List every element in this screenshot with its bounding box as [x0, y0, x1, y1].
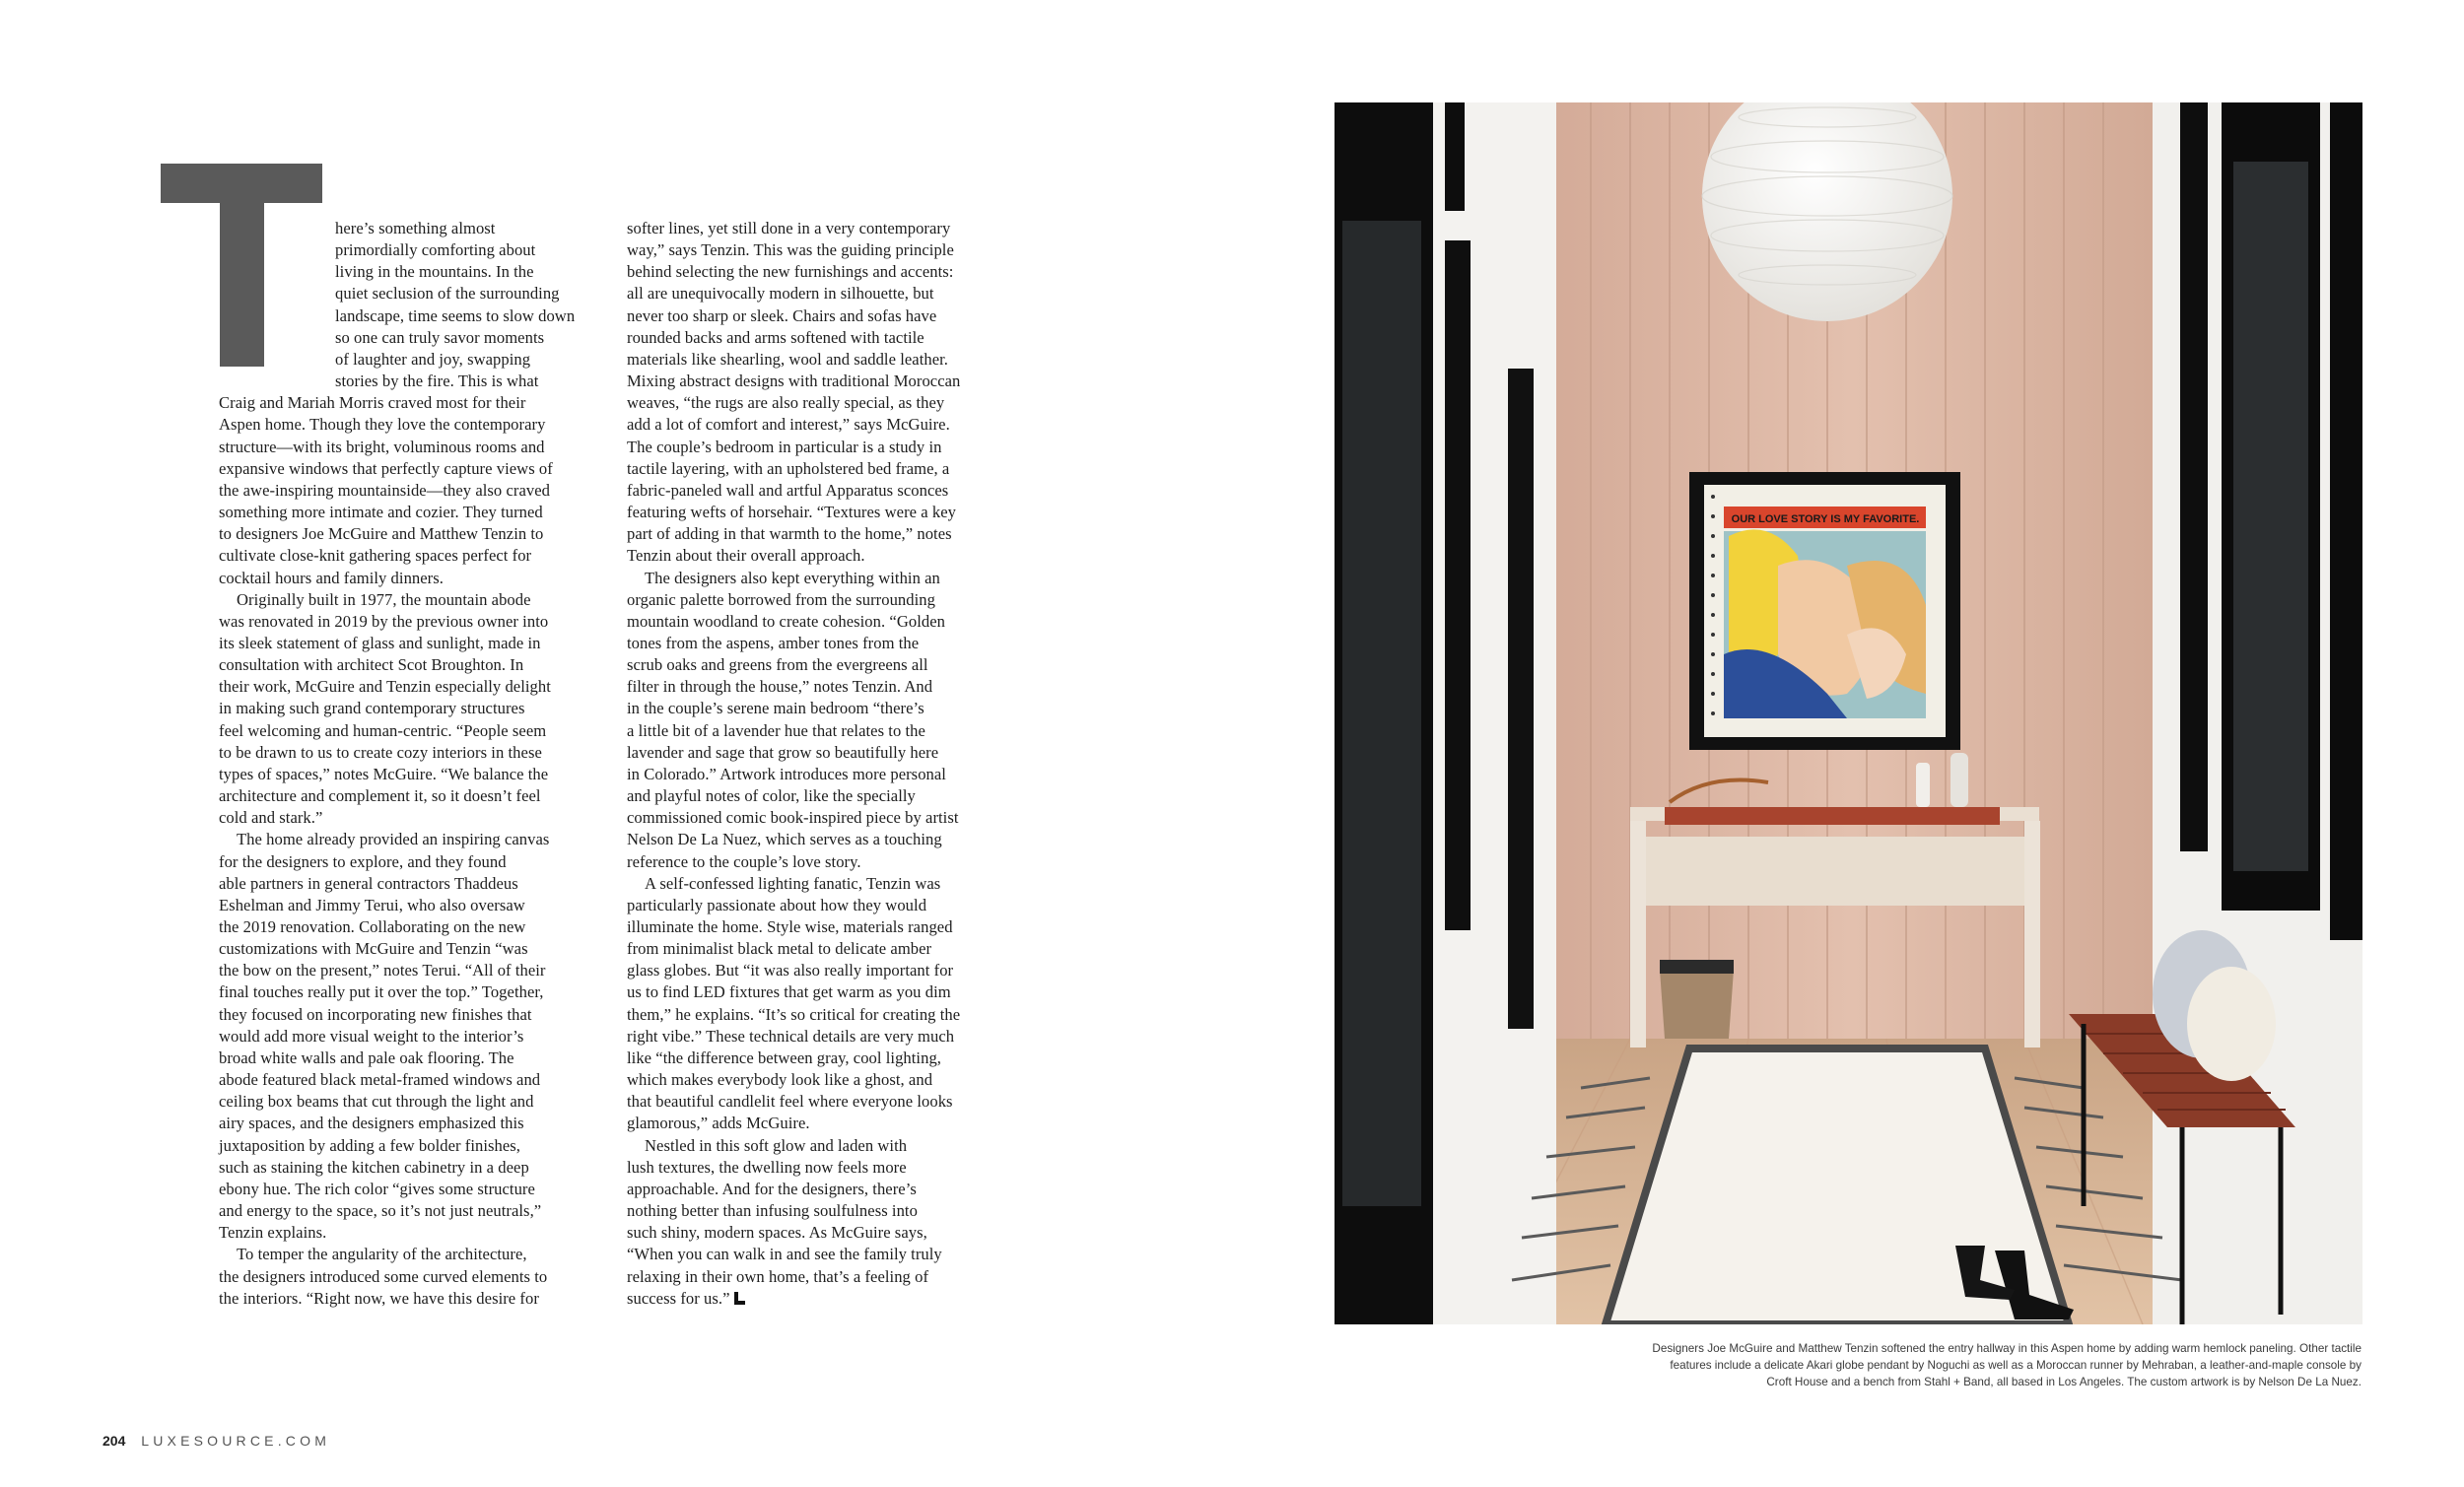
entry-hallway-photo: [1335, 102, 2362, 1324]
article-column-2: [627, 218, 1017, 1310]
article-line: featuring wefts of horsehair. “Textures were a key: [627, 503, 956, 522]
article-line: all are unequivocally modern in silhouette, but: [627, 284, 934, 304]
article-line: part of adding in that warmth to the home,” notes: [627, 524, 952, 544]
article-line: Tenzin about their overall approach.: [627, 546, 865, 566]
article-line: quiet seclusion of the surrounding: [335, 284, 560, 304]
article-line: the bow on the present,” notes Terui. “All of their: [219, 961, 546, 980]
caption-line: Croft House and a bench from Stahl + Band, all based in Los Angeles. The custom artwork is by Nelson De La Nuez.: [1766, 1376, 2361, 1389]
article-line: behind selecting the new furnishings and accents:: [627, 262, 954, 282]
article-line: such as staining the kitchen cabinetry in a deep: [219, 1157, 529, 1177]
article-line: that beautiful candlelit feel where everyone looks: [627, 1092, 953, 1112]
article-line: “When you can walk in and see the family truly: [627, 1245, 942, 1264]
article-line: and playful notes of color, like the specially: [627, 786, 916, 806]
end-mark-icon: [734, 1292, 745, 1305]
article-line: scrub oaks and greens from the evergreens all: [627, 655, 928, 675]
article-line: Craig and Mariah Morris craved most for their: [219, 393, 526, 413]
article-line: cold and stark.”: [219, 808, 323, 828]
article-line: nothing better than infusing soulfulness into: [627, 1201, 918, 1221]
article-line: such shiny, modern spaces. As McGuire says,: [627, 1223, 927, 1243]
article-line: Mixing abstract designs with traditional Moroccan: [627, 372, 961, 391]
article-line: them,” he explains. “It’s so critical for creating the: [627, 1004, 961, 1024]
page-footer: [103, 1433, 330, 1449]
article-line: relaxing in their own home, that’s a feeling of: [627, 1266, 929, 1286]
article-line: for the designers to explore, and they found: [219, 851, 507, 871]
article-line: us to find LED fixtures that get warm as you dim: [627, 982, 951, 1002]
article-line: rounded backs and arms softened with tactile: [627, 327, 924, 347]
article-line: was renovated in 2019 by the previous owner into: [219, 611, 549, 631]
article-line: abode featured black metal-framed windows and: [219, 1070, 541, 1090]
article-line: airy spaces, and the designers emphasized this: [219, 1114, 524, 1133]
article-line: softer lines, yet still done in a very contemporary: [627, 219, 951, 237]
article-line: A self-confessed lighting fanatic, Tenzin was: [645, 873, 941, 893]
artwork-caption: OUR LOVE STORY IS MY FAVORITE.: [1731, 513, 1920, 525]
article-line: success for us.”: [627, 1288, 730, 1308]
article-line: the designers introduced some curved elements to: [219, 1266, 548, 1286]
article-line: lavender and sage that grow so beautifully here: [627, 742, 939, 762]
article-line: Nelson De La Nuez, which serves as a touching: [627, 830, 942, 849]
article-line: add a lot of comfort and interest,” says McGuire.: [627, 415, 950, 435]
page-number: 204: [103, 1433, 126, 1449]
article-line: living in the mountains. In the: [335, 262, 534, 282]
article-line: to designers Joe McGuire and Matthew Tenzin to: [219, 524, 544, 544]
article-line: the 2019 renovation. Collaborating on the new: [219, 917, 526, 936]
article-line: filter in through the house,” notes Tenzin. And: [627, 677, 933, 697]
article-line: Originally built in 1977, the mountain abode: [237, 589, 531, 609]
article-line: a little bit of a lavender hue that relates to the: [627, 720, 925, 740]
article-line: juxtaposition by adding a few bolder finishes,: [219, 1135, 521, 1155]
article-line: Aspen home. Though they love the contemporary: [219, 415, 546, 435]
article-line: they focused on incorporating new finishes that: [219, 1004, 532, 1024]
article-line: glamorous,” adds McGuire.: [627, 1114, 810, 1133]
article-line: expansive windows that perfectly capture views of: [219, 458, 553, 478]
article-column-1: [219, 218, 605, 1310]
article-line: weaves, “the rugs are also really special, as they: [627, 393, 945, 413]
article-line: architecture and complement it, so it doesn’t feel: [219, 786, 541, 806]
article-line: Nestled in this soft glow and laden with: [645, 1135, 908, 1155]
article-line: their work, McGuire and Tenzin especially delight: [219, 677, 551, 697]
site-url: LUXESOURCE.COM: [141, 1433, 331, 1449]
article-line: consultation with architect Scot Broughton. In: [219, 655, 524, 675]
article-line: its sleek statement of glass and sunlight, made in: [219, 633, 541, 652]
article-line: Tenzin explains.: [219, 1223, 327, 1243]
article-line: feel welcoming and human-centric. “People seem: [219, 720, 547, 740]
article-line: here’s something almost: [335, 219, 496, 237]
article-line: mountain woodland to create cohesion. “Golden: [627, 611, 945, 631]
article-line: fabric-paneled wall and artful Apparatus sconces: [627, 480, 949, 500]
article-line: to be drawn to us to create cozy interiors in these: [219, 742, 542, 762]
photo-caption: [1370, 1340, 2361, 1391]
article-line: in making such grand contemporary structures: [219, 699, 525, 718]
article-line: which makes everybody look like a ghost, and: [627, 1070, 933, 1090]
article-line: ebony hue. The rich color “gives some structure: [219, 1179, 535, 1198]
article-line: The designers also kept everything within an: [645, 568, 940, 587]
article-line: tactile layering, with an upholstered bed frame, a: [627, 458, 950, 478]
article-line: way,” says Tenzin. This was the guiding principle: [627, 240, 954, 260]
article-line: of laughter and joy, swapping: [335, 349, 531, 369]
article-line: customizations with McGuire and Tenzin “was: [219, 939, 528, 959]
article-line: never too sharp or sleek. Chairs and sofas have: [627, 305, 937, 325]
article-line: The couple’s bedroom in particular is a study in: [627, 437, 942, 456]
article-line: the interiors. “Right now, we have this desire for: [219, 1288, 539, 1308]
article-line: stories by the fire. This is what: [335, 372, 539, 391]
article-line: something more intimate and cozier. They turned: [219, 503, 543, 522]
article-line: primordially comforting about: [335, 240, 536, 260]
caption-line: features include a delicate Akari globe pendant by Noguchi as well as a Moroccan runner by Mehraban, a leather-and-maple console by: [1670, 1359, 2361, 1373]
article-line: right vibe.” These technical details are very much: [627, 1026, 955, 1046]
article-line: so one can truly savor moments: [335, 327, 545, 347]
article-line: the awe-inspiring mountainside—they also craved: [219, 480, 550, 500]
article-line: illuminate the home. Style wise, materials ranged: [627, 917, 953, 936]
article-line: ceiling box beams that cut through the light and: [219, 1092, 534, 1112]
article-line: tones from the aspens, amber tones from the: [627, 633, 920, 652]
article-line: To temper the angularity of the architecture,: [237, 1245, 527, 1264]
article-line: commissioned comic book-inspired piece by artist: [627, 808, 959, 828]
article-line: materials like shearling, wool and saddle leather.: [627, 349, 948, 369]
article-line: from minimalist black metal to delicate amber: [627, 939, 932, 959]
article-line: landscape, time seems to slow down: [335, 305, 576, 325]
article-line: structure—with its bright, voluminous rooms and: [219, 437, 545, 456]
article-line: would add more visual weight to the interior’s: [219, 1026, 524, 1046]
article-line: like “the difference between gray, cool lighting,: [627, 1048, 941, 1067]
article-line: and energy to the space, so it’s not just neutrals,”: [219, 1201, 542, 1221]
article-line: broad white walls and pale oak flooring. The: [219, 1048, 514, 1067]
article-line: in Colorado.” Artwork introduces more personal: [627, 764, 946, 783]
article-line: types of spaces,” notes McGuire. “We balance the: [219, 764, 549, 783]
article-line: organic palette borrowed from the surrounding: [627, 589, 935, 609]
article-line: final touches really put it over the top.” Together,: [219, 982, 544, 1002]
article-line: cultivate close-knit gathering spaces perfect for: [219, 546, 532, 566]
article-line: in the couple’s serene main bedroom “there’s: [627, 699, 924, 718]
article-line: particularly passionate about how they would: [627, 895, 927, 914]
article-line: Eshelman and Jimmy Terui, who also oversaw: [219, 895, 525, 914]
article-line: approachable. And for the designers, there’s: [627, 1179, 917, 1198]
article-line: lush textures, the dwelling now feels more: [627, 1157, 907, 1177]
article-line: reference to the couple’s love story.: [627, 851, 861, 871]
caption-line: Designers Joe McGuire and Matthew Tenzin softened the entry hallway in this Aspen home by adding warm hemlock paneling. Other tactile: [1652, 1342, 2361, 1355]
article-line: glass globes. But “it was also really important for: [627, 961, 954, 980]
article-line: The home already provided an inspiring canvas: [237, 830, 550, 849]
article-line: cocktail hours and family dinners.: [219, 568, 444, 587]
article-line: able partners in general contractors Thaddeus: [219, 873, 518, 893]
